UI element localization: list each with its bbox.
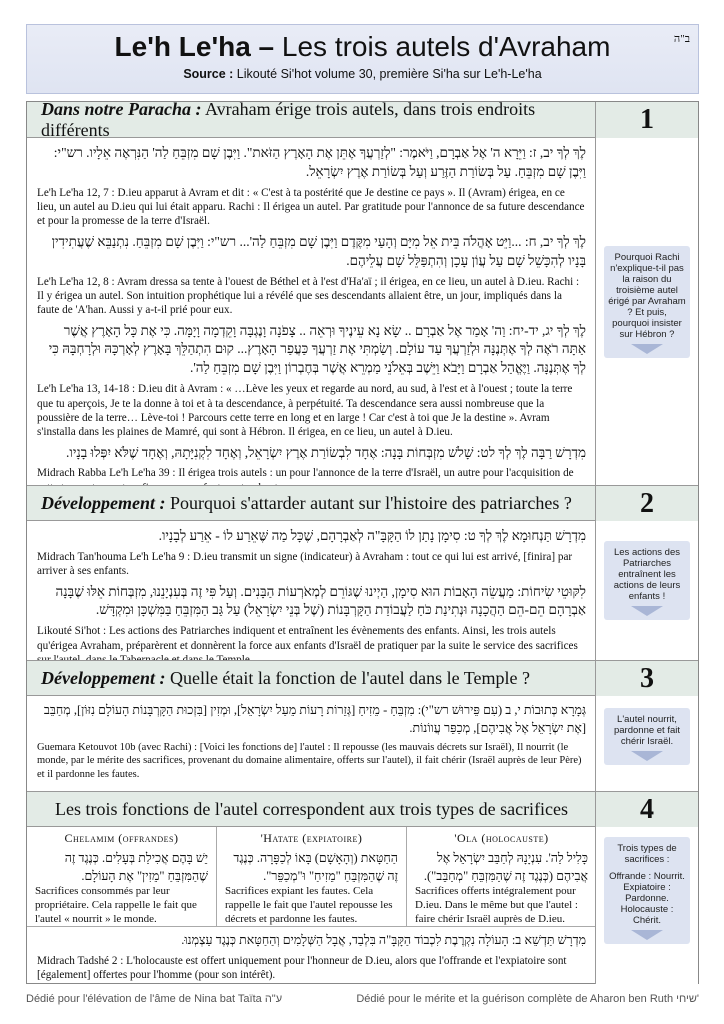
down-arrow-icon xyxy=(631,751,663,761)
section-3-french-1: Guemara Ketouvot 10b (avec Rachi) : [Voici les fonctions de] l'autel : Il repousse (les mauvais décrets sur Israël), Il nourrit (le monde, par le mérite des sacrifices, provenant du domaine alimentaire, offerts sur l'autel), il fait chérir (Israël auprès de leur Père) et il pardonne les fautes. xyxy=(37,742,582,780)
column-hebrew: יֵשׁ בָּהֶם אֲכִילַת בְּעָלִים. כְּנֶגֶד זֶה שֶׁהַמִּזְבֵּחַ "מֵזִין" אֶת הָעוֹלָם. xyxy=(64,851,208,883)
section-2-note-text: Les actions des Patriarches entraînent les actions de leurs enfants ! xyxy=(613,547,681,602)
column-hebrew: כָּלִיל לַה'. עִנְיָנָהּ לְחַבֵּב יִשְׂרָאֵל אֶל אֲבִיהֶם (כְּנֶגֶד זֶה שֶׁהַמִּזְבֵּחַ "מְחַבֵּב"). xyxy=(423,851,588,883)
section-1-french-1: Le'h Le'ha 12, 7 : D.ieu apparut à Avram et dit : « C'est à ta postérité que Je destine ce pays ». Il (Avram) érigea, en ce lieu, un autel au D.ieu qui lui était apparu. Rachi : Il érigea un autel. Par gratitude pour l'annonce de sa future descendance et pour la promesse de la terre d'Israël. xyxy=(37,186,585,228)
page-title xyxy=(27,31,698,63)
section-1-number: 1 xyxy=(595,102,698,138)
column-ola xyxy=(407,827,596,926)
section-3-hebrew-1: גְּמָרָא כְּתוּבוֹת י, ב (עִם פֵּירוּשׁ רש"י): מִזְבֵּחַ - מֵזִיחַ [גְּזֵרוֹת רָעוֹת מֵעַל יִשְׂרָאֵל], וּמְזִין [בִּזְכוּת הַקָּרְבָּנוֹת הָעוֹלָם נִזּוֹן], מְחַבֵּב [אֶת יִשְׂרָאֵל אֶל אֲבִיהֶם], מְכַפֵּר עֲווֹנוֹת. xyxy=(43,703,586,735)
section-2-sidebar xyxy=(595,521,698,660)
section-1-hebrew-1: לֶךְ לְךָ יב, ז: וַיֵּרָא ה' אֶל אַבְרָם, וַיֹּאמֶר: "לְזַרְעֲךָ אֶתֵּן אֶת הָאָרֶץ הַזֹּאת". וַיִּבֶן שָׁם מִזְבֵּחַ לַה' הַנִּרְאֶה אֵלָיו. רש"י: וַיִּבֶן שָׁם מִזְבֵּחַ. עַל בְּשׂוֹרַת הַזֶּרַע וְעַל בְּשׂוֹרַת אֶרֶץ יִשְׂרָאֵל. xyxy=(53,145,586,179)
section-2-french-2: Likouté Si'hot : Les actions des Patriarches indiquent et entraînent les évènements des enfants. Ainsi, les trois autels qu'érigea Avraham, préparèrent et donnèrent la force aux enfants d'Israël de pratiquer par la suite le service des sacrifices xyxy=(37,625,578,652)
section-3-title: Développement : Quelle était la fonction de l'autel dans le Temple ? xyxy=(41,667,530,688)
column-hatate xyxy=(217,827,407,926)
column-title: Chelamim (offrandes) xyxy=(64,831,179,845)
section-2-header xyxy=(27,485,596,521)
source-label: Source : xyxy=(183,67,234,81)
section-1-french-2: Le'h Le'ha 12, 8 : Avram dressa sa tente à l'ouest de Béthel et à l'est d'Ha'aï ; il érigea, en ce lieu, un autel à D.ieu. Rachi : Il y érigea un autel. Son intuition prophétique lui a révélé que ses descendants allaient être, un jour, impliqués dans la faute de 'A'han. Aussi y a-t-il prié pour eux. xyxy=(37,275,580,317)
section-2-title: Développement : Pourquoi s'attarder autant sur l'histoire des patriarches ? xyxy=(41,492,572,513)
section-4-french: Midrach Tadshé 2 : L'holocauste est offert uniquement pour l'honneur de D.ieu, alors que l'offrande et l'expiatoire sont [également] offertes pour l'homme (pour son intérêt). xyxy=(37,954,567,981)
section-3-header xyxy=(27,660,596,696)
section-3-sidebar xyxy=(595,696,698,791)
section-4-midrach xyxy=(27,928,596,984)
down-arrow-icon xyxy=(631,606,663,616)
section-4-summary-box xyxy=(604,837,690,944)
section-4-summary-title: Trois types de sacrifices : xyxy=(617,843,677,865)
section-1-question-box xyxy=(604,246,690,358)
section-1-french-3: Le'h Le'ha 13, 14-18 : D.ieu dit à Avram : « …Lève les yeux et regarde au nord, au sud, à l'est et à l'ouest ; toute la terre que tu aperçois, Je te la donne à toi et à ta descendance, à perpétuité. Ta descendance sera aussi nombreuse que la poussière de la terre… Lève-toi ! Parcours cette terre en long et en large ! Car c'est à toi que Je la destine ». Avram s'installa dans les plaines de Mamré, qui sont à Hébron. Il érigea, en ce lieu, un autel à D.ieu. xyxy=(37,383,573,439)
column-hebrew: הַחַטָּאת (וְהָאָשָׁם) בָּאוֹ לְכַפָּרָה. כְּנֶגֶד זֶה שֶׁהַמִּזְבֵּחַ "מֵזִיחַ" וּ"מְכַפֵּר". xyxy=(233,851,398,883)
title-rest: Les trois autels d'Avraham xyxy=(274,31,611,62)
page-footer xyxy=(26,993,699,1005)
source-line xyxy=(27,67,698,81)
sacrifice-columns xyxy=(27,827,596,927)
footer-dedication-right: Dédié pour le mérite et la guérison complète de Aharon ben Ruth שיחי' xyxy=(356,993,699,1005)
section-2-french-1: Midrach Tan'houma Le'h Le'ha 9 : D.ieu transmit un signe (indicateur) à Avraham : tout ce qui lui est arrivé, [finira] par arriver à ses enfants. xyxy=(37,550,573,578)
column-title: 'Hatate (expiatoire) xyxy=(260,831,363,845)
section-2-hebrew-2: לִקּוּטֵי שִׂיחוֹת: מַעֲשֵׂה הָאָבוֹת הוּא סִימָן, הַיְינוּ שֶׁגּוֹרֵם לְמְאֹרְעוֹת הַבָּנִים. וְעַל פִּי זֶה בְּעִנְיָנֵנוּ, מִזְבְּחוֹת אֵלּוּ שֶׁבָּנָה אַבְרָהָם הֵם-הֵם הַהֲכָנָה וּנְתִינַת כֹּחַ לַעֲבוֹדַת הַקָּרְבָּנוֹת (שֶׁל בְּנֵי יִשְׂרָאֵל) עַל גַּב הַמִּזְבֵּחַ בַּמִּשְׁכָּן וּמִקְדָּשׁ. xyxy=(55,583,586,618)
section-3-note-text: L'autel nourrit, pardonne et fait chérir Israël. xyxy=(613,714,681,747)
section-4-header xyxy=(27,791,596,827)
section-3-number: 3 xyxy=(595,660,698,696)
column-french: Sacrifices expiant les fautes. Cela rappelle le fait que l'autel repousse les décrets et pardonne les fautes. xyxy=(225,885,393,925)
down-arrow-icon xyxy=(631,930,663,940)
column-chelamim xyxy=(27,827,217,926)
section-3-note-box xyxy=(604,708,690,765)
section-1-hebrew-4: מִדְרָשׁ רַבָּה לֶךְ לְךָ לט: שָׁלֹשׁ מִזְבְּחוֹת בָּנָה: אֶחָד לִבְשׂוֹרַת אֶרֶץ יִשְׂרָאֵל, וְאֶחָד לִקְנִיָּתָהּ, וְאֶחָד שֶׁלֹּא יִפְּלוּ בָנָיו. xyxy=(66,444,586,460)
summary-item: Holocauste : Chérit. xyxy=(620,904,674,926)
down-arrow-icon xyxy=(631,344,663,354)
section-1-content xyxy=(27,138,596,485)
section-3-content xyxy=(27,696,596,791)
section-1-title: Dans notre Paracha : Avraham érige trois autels, dans trois endroits différents xyxy=(41,98,536,140)
section-4-sidebar xyxy=(595,827,698,984)
summary-item: Expiatoire : Pardonne. xyxy=(623,882,671,904)
section-2-note-box xyxy=(604,541,690,620)
page-header xyxy=(26,24,699,94)
section-2-hebrew-1: מִדְרָשׁ תַּנְחוּמָא לֶךְ לְךָ ט: סִימָן נָתַן לוֹ הַקָּבָּ"ה לְאַבְרָהָם, שֶׁכָּל מַה שֶּׁאֵרַע לוֹ - אֵרַע לְבָנָיו. xyxy=(158,528,586,543)
section-1-header xyxy=(27,98,596,140)
section-4-title: Les trois fonctions de l'autel correspondent aux trois types de sacrifices xyxy=(54,798,569,819)
summary-item: Offrande : Nourrit. xyxy=(609,871,685,882)
section-1-question-text: Pourquoi Rachi n'explique-t-il pas la raison du troisième autel érigé par Avraham ? Et puis, pourquoi insister sur Hébron ? xyxy=(608,252,686,340)
section-1-french-4: Midrach Rabba Le'h Le'ha 39 : Il érigea trois autels : un pour l'annonce de la terre d'Israël, un autre pour l'acquisition de xyxy=(37,467,574,480)
source-text: Likouté Si'hot volume 30, première Si'ha sur Le'h-Le'ha xyxy=(233,67,542,81)
section-1-hebrew-3: לֶךְ לְךָ יג, יד-יח: וַה' אָמַר אֶל אַבְרָם .. שָׂא נָא עֵינֶיךָ וּרְאֵה .. צָפֹנָה וָנֶגְבָּה וָקֵדְמָה וָיָמָּה. כִּי אֶת כָּל הָאָרֶץ אֲשֶׁר אַתָּה רֹאֶה לְךָ אֶתְּנֶנָּה וּלְזַרְעֲךָ עַד עוֹלָם. וְשַׂמְתִּי אֶת זַרְעֲךָ כַּעֲפַר הָאָרֶץ... קוּם הִתְהַלֵּךְ בָּאָרֶץ לְאָרְכָּהּ וּלְרָחְבָּהּ כִּי לְךָ אֶתְּנֶנָּה. וַיֶּאֱהַל אַבְרָם וַיָּבֹא וַיֵּשֶׁב בְּאֵלֹנֵי מַמְרֵא אֲשֶׁר בְּחֶבְרוֹן וַיִּבֶן שָׁם מִזְבֵּחַ לַה'. xyxy=(48,322,586,376)
section-4-number: 4 xyxy=(595,791,698,827)
main-frame xyxy=(26,98,699,984)
footer-dedication-left: Dédié pour l'élévation de l'âme de Nina bat Taïta ע"ה xyxy=(26,993,283,1005)
column-title: 'Ola (holocauste) xyxy=(454,831,549,845)
section-4-hebrew: מִדְרָשׁ תַּדְשֵׁא ב: הָעוֹלָה נִקְרֶבֶת לִכְבוֹד הַקָּבָּ"ה בִּלְבַד, אֲבָל הַשְּׁלָמִים וְהַחַטָּאת כְּנֶגֶד עַצְמְנוּ. xyxy=(181,933,586,947)
section-2-number: 2 xyxy=(595,485,698,521)
section-2-content xyxy=(27,521,596,660)
title-bold: Le'h Le'ha – xyxy=(114,31,275,62)
corner-mark: ב"ה xyxy=(673,33,690,45)
column-french: Sacrifices offerts intégralement pour D.ieu. Dans le même but que l'autel : faire chérir Israël auprès de D.ieu. xyxy=(415,885,578,925)
section-1-hebrew-2: לֶךְ לְךָ יב, ח: ...וַיֵּט אָהֳלֹה בֵּית אֵל מִיָּם וְהָעַי מִקֶּדֶם וַיִּבֶן שָׁם מִזְבֵּחַ לַה'... רש"י: וַיִּבֶן שָׁם מִזְבֵּחַ. נִתְנַבֵּא שֶׁעֲתִידִין בָּנָיו לְהִכָּשֵׁל שָׁם עַל עֲוֹן עָכָן וְהִתְפַּלֵּל שָׁם עֲלֵיהֶם. xyxy=(51,233,586,268)
column-french: Sacrifices consommés par leur propriétaire. Cela rappelle le fait que l'autel « nourrit » le monde. xyxy=(35,885,197,925)
section-1-sidebar xyxy=(595,138,698,485)
